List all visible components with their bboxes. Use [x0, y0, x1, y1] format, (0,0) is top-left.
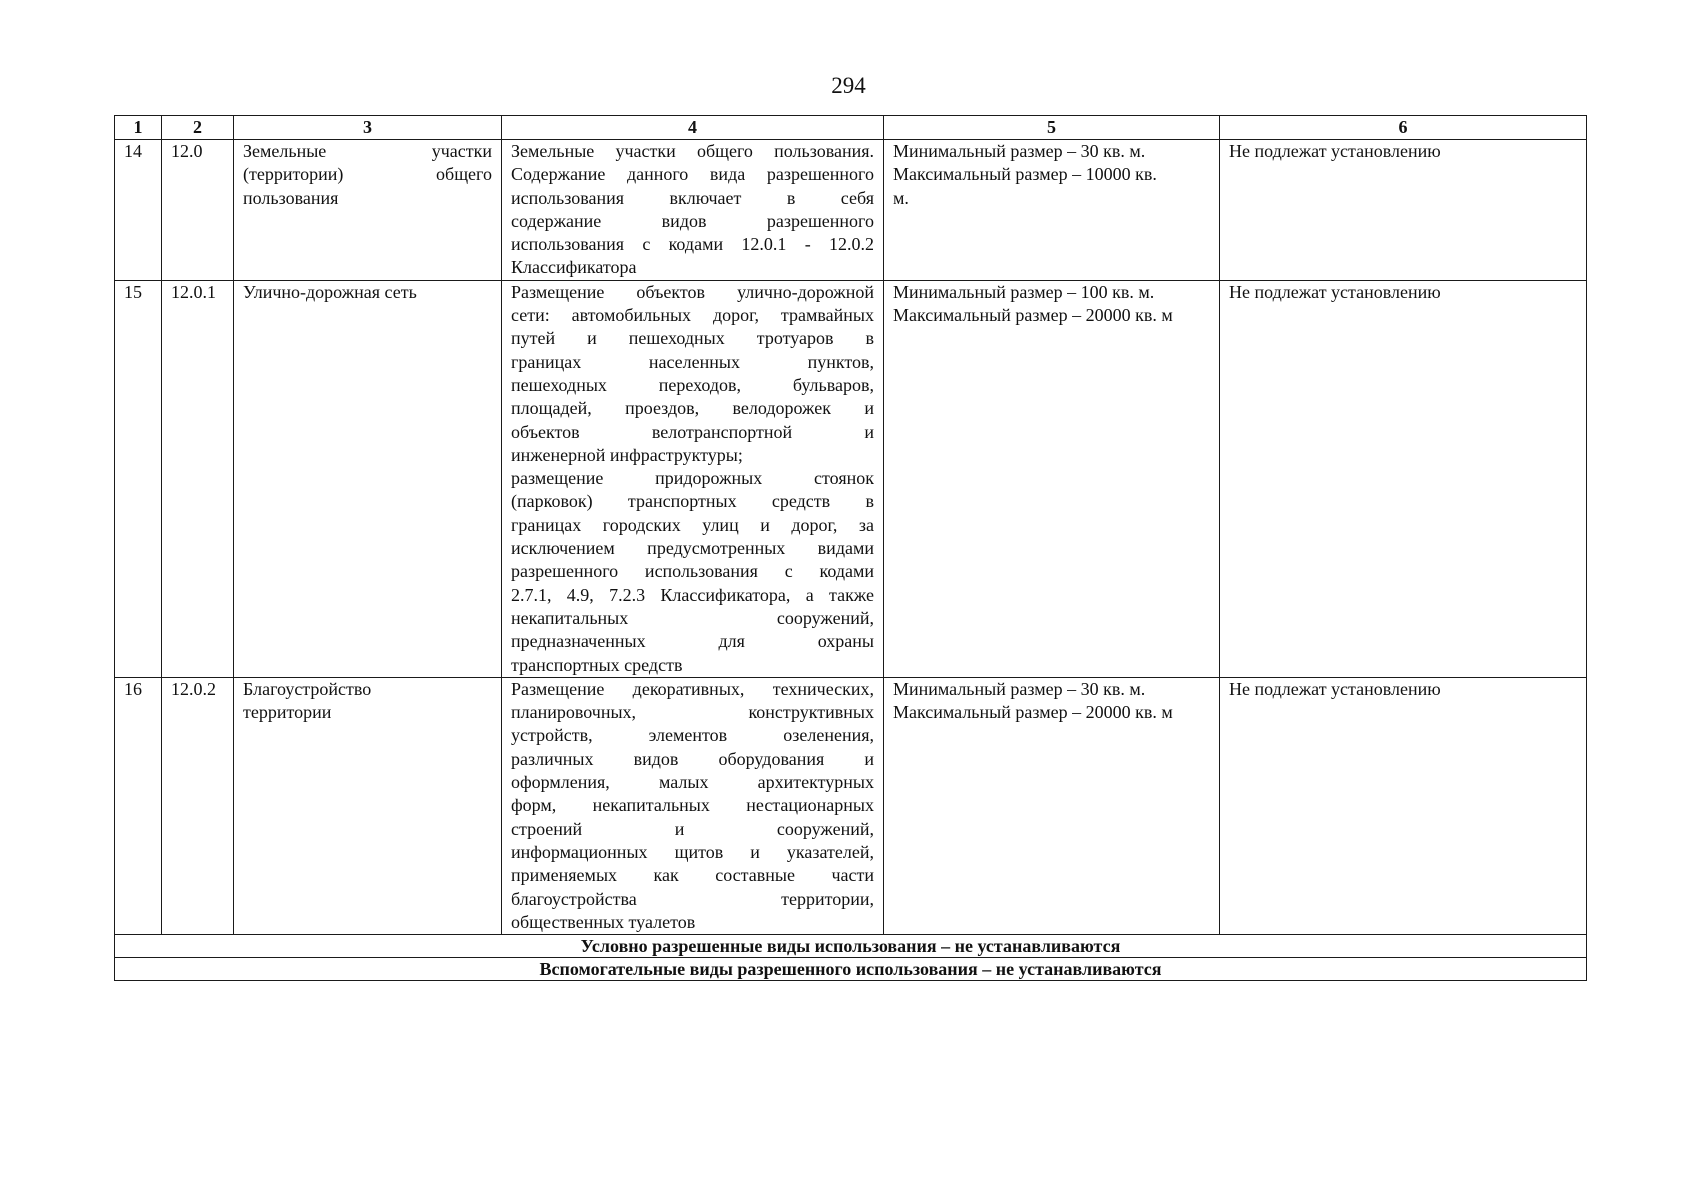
conditional-uses-note: Условно разрешенные виды использования – не устанавливаются: [115, 935, 1587, 958]
row-number: 15: [115, 280, 162, 677]
description-line: инженерной инфраструктуры;: [511, 444, 743, 465]
header-cell-6: 6: [1220, 116, 1587, 140]
description-line: Классификатора: [511, 257, 637, 278]
other-parameters: Не подлежат установлению: [1220, 140, 1587, 281]
description-line: содержание видов разрешенного: [511, 210, 874, 231]
description-line: форм, некапитальных нестационарных: [511, 795, 874, 816]
description-line: пешеходных переходов, бульваров,: [511, 374, 874, 395]
description-line: предназначенных для охраны: [511, 631, 874, 652]
row-number: 16: [115, 677, 162, 934]
auxiliary-uses-note: Вспомогательные виды разрешенного использования – не устанавливаются: [115, 958, 1587, 981]
header-cell-1: 1: [115, 116, 162, 140]
description-line: некапитальных сооружений,: [511, 607, 874, 628]
description-line: объектов велотранспортной и: [511, 421, 874, 442]
table-row: [115, 140, 1587, 281]
name-line: Улично-дорожная сеть: [243, 281, 417, 302]
row-number: 14: [115, 140, 162, 281]
classification-code: 12.0.2: [162, 677, 234, 934]
land-use-description: [502, 280, 884, 677]
land-use-table: [114, 115, 1587, 981]
classification-code: 12.0.1: [162, 280, 234, 677]
other-parameters: Не подлежат установлению: [1220, 677, 1587, 934]
table-row: [115, 280, 1587, 677]
description-line: разрешенного использования с кодами: [511, 561, 874, 582]
name-line: пользования: [243, 187, 339, 208]
description-line: Содержание данного вида разрешенного: [511, 164, 874, 185]
table-row: [115, 677, 1587, 934]
description-line: строений и сооружений,: [511, 818, 874, 839]
description-line: границах городских улиц и дорог, за: [511, 514, 874, 535]
plot-size-limits: Минимальный размер – 30 кв. м. Максимальный размер – 10000 кв. м.: [884, 140, 1220, 281]
header-cell-5: 5: [884, 116, 1220, 140]
header-cell-4: 4: [502, 116, 884, 140]
name-line: территории: [243, 702, 332, 723]
page-number: 294: [831, 73, 866, 98]
description-line: путей и пешеходных тротуаров в: [511, 328, 874, 349]
description-line: планировочных, конструктивных: [511, 702, 874, 723]
description-line: устройств, элементов озеленения,: [511, 725, 874, 746]
conditional-uses-row: [115, 935, 1587, 958]
description-line: использования включает в себя: [511, 187, 874, 208]
description-line: Размещение декоративных, технических,: [511, 678, 874, 699]
description-line: оформления, малых архитектурных: [511, 772, 874, 793]
land-use-name: [234, 677, 502, 934]
description-line: (парковок) транспортных средств в: [511, 491, 874, 512]
description-line: Размещение объектов улично-дорожной: [511, 281, 874, 302]
classification-code: 12.0: [162, 140, 234, 281]
land-use-name: [234, 140, 502, 281]
land-use-name: [234, 280, 502, 677]
header-cell-2: 2: [162, 116, 234, 140]
description-line: сети: автомобильных дорог, трамвайных: [511, 305, 874, 326]
name-line: (территории) общего: [243, 164, 492, 185]
plot-size-limits: Минимальный размер – 100 кв. м. Максимальный размер – 20000 кв. м: [884, 280, 1220, 677]
header-cell-3: 3: [234, 116, 502, 140]
name-line: Земельные участки: [243, 141, 492, 161]
other-parameters: Не подлежат установлению: [1220, 280, 1587, 677]
description-line: границах населенных пунктов,: [511, 351, 874, 372]
description-line: применяемых как составные части: [511, 865, 874, 886]
description-line: площадей, проездов, велодорожек и: [511, 398, 874, 419]
description-line: благоустройства территории,: [511, 888, 874, 909]
description-line: 2.7.1, 4.9, 7.2.3 Классификатора, а также: [511, 584, 874, 605]
description-line: использования с кодами 12.0.1 - 12.0.2: [511, 234, 874, 255]
description-line: транспортных средств: [511, 654, 683, 675]
description-line: размещение придорожных стоянок: [511, 468, 874, 489]
table-header-row: [115, 116, 1587, 140]
plot-size-limits: Минимальный размер – 30 кв. м. Максимальный размер – 20000 кв. м: [884, 677, 1220, 934]
name-line: Благоустройство: [243, 678, 372, 699]
description-line: различных видов оборудования и: [511, 748, 874, 769]
description-line: общественных туалетов: [511, 911, 696, 932]
land-use-description: [502, 677, 884, 934]
auxiliary-uses-row: [115, 958, 1587, 981]
description-line: информационных щитов и указателей,: [511, 841, 874, 862]
description-line: исключением предусмотренных видами: [511, 538, 874, 559]
description-line: Земельные участки общего пользования.: [511, 141, 874, 161]
land-use-description: [502, 140, 884, 281]
